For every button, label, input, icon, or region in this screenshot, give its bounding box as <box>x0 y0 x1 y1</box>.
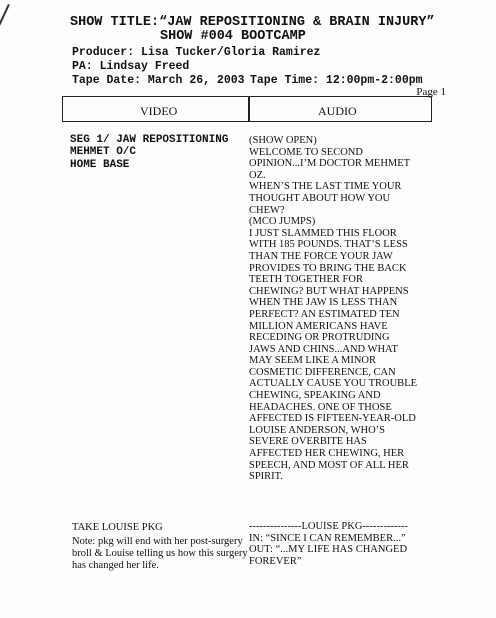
segment2-video-title: TAKE LOUISE PKG <box>72 522 163 533</box>
audio-line: OUT: “...MY LIFE HAS CHANGED <box>249 544 408 556</box>
column-divider <box>248 97 250 121</box>
segment2-video-note: Note: pkg will end with her post-surgery broll & Louise telling us how this surgery has changed her life. <box>72 536 248 571</box>
video-line: SEG 1/ JAW REPOSITIONING <box>70 134 229 146</box>
audio-line: OZ. <box>249 169 266 181</box>
audio-line: LOUISE ANDERSON, WHO’S <box>249 424 386 436</box>
audio-line: HEADACHES. ONE OF THOSE <box>249 401 392 413</box>
audio-line: (MCO JUMPS) <box>249 216 316 228</box>
audio-line: JAWS AND CHINS...AND WHAT <box>249 343 398 355</box>
audio-line: SPEECH, AND MOST OF ALL HER <box>249 459 409 471</box>
segment1-audio <box>249 135 417 483</box>
audio-line: WHEN THE JAW IS LESS THAN <box>249 297 398 309</box>
audio-line: MILLION AMERICANS HAVE <box>249 320 388 332</box>
audio-column-header: AUDIO <box>318 104 357 118</box>
audio-line: THOUGHT ABOUT HOW YOU <box>249 192 391 204</box>
audio-line: OPINION...I’M DOCTOR MEHMET <box>249 158 411 170</box>
audio-line: I JUST SLAMMED THIS FLOOR <box>249 227 397 239</box>
audio-line: WELCOME TO SECOND <box>249 146 363 158</box>
audio-line: (SHOW OPEN) <box>249 135 317 146</box>
audio-line: RECEDING OR PROTRUDING <box>249 332 390 344</box>
audio-line: SPIRIT. <box>249 471 283 483</box>
audio-line: IN: “SINCE I CAN REMEMBER...” <box>249 532 406 544</box>
page-number: Page 1 <box>416 86 446 98</box>
video-line: MEHMET O/C <box>70 146 137 159</box>
show-title: SHOW TITLE:“JAW REPOSITIONING & BRAIN INJURY” <box>70 15 435 30</box>
audio-line: PROVIDES TO BRING THE BACK <box>249 262 407 274</box>
column-header-box <box>62 96 432 122</box>
audio-line: CHEWING? BUT WHAT HAPPENS <box>249 285 409 297</box>
video-column-header: VIDEO <box>140 104 178 118</box>
audio-line: THAN THE FORCE YOUR JAW <box>249 250 393 262</box>
audio-line: CHEW? <box>249 204 285 216</box>
show-number: SHOW #004 BOOTCAMP <box>160 29 306 44</box>
audio-line: WITH 185 POUNDS. THAT’S LESS <box>249 239 408 251</box>
audio-line: AFFECTED IS FIFTEEN-YEAR-OLD <box>249 413 416 425</box>
audio-line: AFFECTED HER CHEWING, HER <box>249 448 405 460</box>
audio-line: CHEWING, SPEAKING AND <box>249 390 381 402</box>
audio-line: MAY SEEM LIKE A MINOR <box>249 355 376 367</box>
video-line: HOME BASE <box>70 158 130 171</box>
audio-line: FOREVER” <box>249 555 302 567</box>
audio-line: PERFECT? AN ESTIMATED TEN <box>249 308 400 320</box>
audio-line: WHEN’S THE LAST TIME YOUR <box>249 181 402 193</box>
audio-line: SEVERE OVERBITE HAS <box>249 436 367 448</box>
pa-line: PA: Lindsay Freed <box>72 60 190 73</box>
segment2-audio <box>249 521 408 567</box>
audio-line: ---------------LOUISE PKG------------- <box>249 521 408 532</box>
tape-time: Tape Time: 12:00pm-2:00pm <box>250 74 423 87</box>
tape-date: Tape Date: March 26, 2003 <box>72 74 245 87</box>
audio-line: TEETH TOGETHER FOR <box>249 274 363 286</box>
audio-line: ACTUALLY CAUSE YOU TROUBLE <box>249 378 418 390</box>
audio-line: COSMETIC DIFFERENCE, CAN <box>249 366 396 378</box>
producer-line: Producer: Lisa Tucker/Gloria Ramirez <box>72 46 321 59</box>
segment1-video <box>70 134 228 171</box>
pen-mark <box>0 4 10 32</box>
